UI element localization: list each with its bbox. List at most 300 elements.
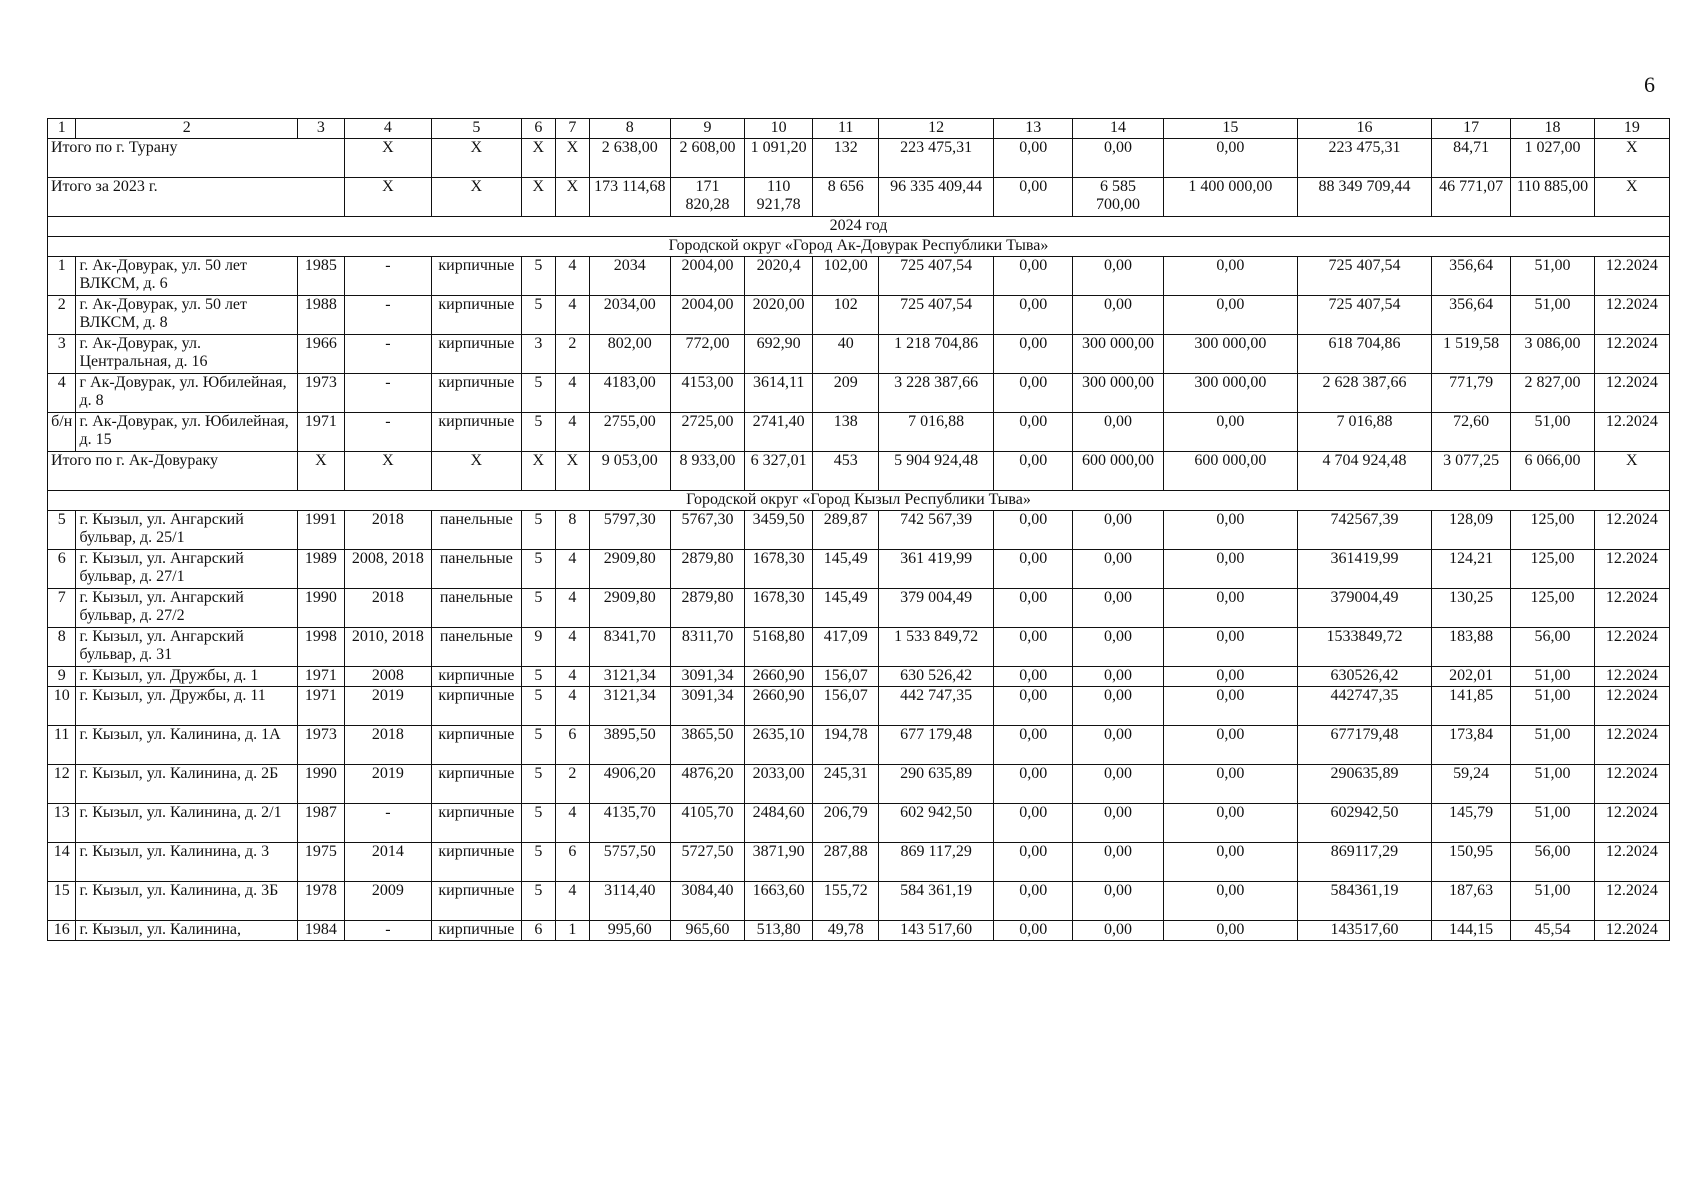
table-cell: 125,00 — [1511, 589, 1594, 628]
table-cell: 12.2024 — [1594, 726, 1669, 765]
table-cell: 4 — [556, 628, 590, 667]
table-cell: кирпичные — [432, 765, 521, 804]
table-cell: 725 407,54 — [879, 257, 994, 296]
table-cell: 0,00 — [1163, 687, 1297, 726]
address-cell: г. Кызыл, ул. Дружбы, д. 11 — [76, 687, 298, 726]
table-cell: 0,00 — [994, 257, 1073, 296]
total-cell: X — [344, 452, 431, 491]
table-cell: 290635,89 — [1297, 765, 1431, 804]
table-cell: 0,00 — [1163, 296, 1297, 335]
total-cell: 4 704 924,48 — [1297, 452, 1431, 491]
column-header: 16 — [1297, 119, 1431, 139]
table-cell: 0,00 — [1073, 843, 1163, 882]
table-row — [48, 628, 1670, 667]
address-cell: г. Кызыл, ул. Калинина, д. 2Б — [76, 765, 298, 804]
total-cell: X — [298, 452, 345, 491]
table-cell: 0,00 — [994, 843, 1073, 882]
total-label: Итого по г. Ак-Довураку — [48, 452, 298, 491]
table-cell: - — [344, 374, 431, 413]
total-cell: 9 053,00 — [589, 452, 670, 491]
address-cell: г. Кызыл, ул. Дружбы, д. 1 — [76, 667, 298, 687]
table-cell: 51,00 — [1511, 726, 1594, 765]
page-number: 6 — [1644, 72, 1655, 97]
table-cell: 12.2024 — [1594, 257, 1669, 296]
table-cell: 5168,80 — [745, 628, 813, 667]
table-cell: 4 — [556, 882, 590, 921]
table-cell: 3 — [48, 335, 76, 374]
table-cell: 725 407,54 — [1297, 296, 1431, 335]
table-cell: 3865,50 — [670, 726, 744, 765]
total-cell: X — [1594, 452, 1669, 491]
table-cell: 3895,50 — [589, 726, 670, 765]
table-cell: 156,07 — [813, 667, 879, 687]
total-row — [48, 139, 1670, 178]
table-cell: 3084,40 — [670, 882, 744, 921]
column-header: 15 — [1163, 119, 1297, 139]
address-cell: г. Ак-Довурак, ул. Юбилейная, д. 15 — [76, 413, 298, 452]
table-cell: 144,15 — [1432, 921, 1511, 941]
table-cell: 8341,70 — [589, 628, 670, 667]
table-cell: 2879,80 — [670, 589, 744, 628]
table-cell: 12 — [48, 765, 76, 804]
column-header: 6 — [521, 119, 556, 139]
table-cell: 0,00 — [1073, 726, 1163, 765]
table-cell: 12.2024 — [1594, 335, 1669, 374]
table-cell: 56,00 — [1511, 628, 1594, 667]
table-cell: кирпичные — [432, 374, 521, 413]
table-cell: 51,00 — [1511, 765, 1594, 804]
table-cell: 3091,34 — [670, 687, 744, 726]
table-cell: 5 — [521, 687, 556, 726]
table-cell: 0,00 — [1163, 843, 1297, 882]
table-cell: 725 407,54 — [1297, 257, 1431, 296]
table-cell: 6 — [556, 843, 590, 882]
table-cell: 51,00 — [1511, 667, 1594, 687]
total-cell: X — [521, 139, 556, 178]
table-cell: кирпичные — [432, 726, 521, 765]
section-title: Городской округ «Город Ак-Довурак Республики Тыва» — [48, 237, 1670, 257]
table-cell: 289,87 — [813, 511, 879, 550]
column-header: 11 — [813, 119, 879, 139]
table-row — [48, 843, 1670, 882]
total-cell: 6 327,01 — [745, 452, 813, 491]
table-cell: 56,00 — [1511, 843, 1594, 882]
table-cell: - — [344, 257, 431, 296]
table-cell: 4 — [556, 296, 590, 335]
table-cell: 2 — [556, 335, 590, 374]
table-cell: 12.2024 — [1594, 882, 1669, 921]
table-cell: 0,00 — [1163, 765, 1297, 804]
table-cell: 0,00 — [994, 765, 1073, 804]
table-cell: 8 — [556, 511, 590, 550]
table-cell: 0,00 — [994, 550, 1073, 589]
table-cell: кирпичные — [432, 296, 521, 335]
table-cell: 194,78 — [813, 726, 879, 765]
table-cell: 2909,80 — [589, 589, 670, 628]
table-row — [48, 374, 1670, 413]
table-cell: 5 — [521, 257, 556, 296]
total-cell: 0,00 — [994, 178, 1073, 217]
table-cell: 2 — [48, 296, 76, 335]
table-cell: 6 — [556, 726, 590, 765]
table-cell: 8 — [48, 628, 76, 667]
total-label: Итого за 2023 г. — [48, 178, 345, 217]
table-cell: 143 517,60 — [879, 921, 994, 941]
table-cell: 630526,42 — [1297, 667, 1431, 687]
total-cell: 1 400 000,00 — [1163, 178, 1297, 217]
table-cell: 4876,20 — [670, 765, 744, 804]
table-cell: 725 407,54 — [879, 296, 994, 335]
table-cell: 300 000,00 — [1163, 335, 1297, 374]
table-cell: 584361,19 — [1297, 882, 1431, 921]
section-row — [48, 217, 1670, 237]
table-cell: панельные — [432, 628, 521, 667]
table-cell: 379 004,49 — [879, 589, 994, 628]
address-cell: г Ак-Довурак, ул. Юбилейная, д. 8 — [76, 374, 298, 413]
table-cell: 128,09 — [1432, 511, 1511, 550]
table-cell: 0,00 — [1073, 257, 1163, 296]
table-cell: 0,00 — [1073, 628, 1163, 667]
table-cell: 102 — [813, 296, 879, 335]
total-cell: X — [556, 178, 590, 217]
table-cell: 155,72 — [813, 882, 879, 921]
table-cell: 0,00 — [994, 511, 1073, 550]
table-cell: 0,00 — [994, 374, 1073, 413]
table-cell: 0,00 — [1073, 765, 1163, 804]
table-cell: 14 — [48, 843, 76, 882]
table-cell: 1987 — [298, 804, 345, 843]
table-cell: 5 — [48, 511, 76, 550]
table-cell: кирпичные — [432, 687, 521, 726]
table-cell: 2635,10 — [745, 726, 813, 765]
table-cell: 40 — [813, 335, 879, 374]
table-cell: 300 000,00 — [1163, 374, 1297, 413]
total-cell: X — [344, 178, 431, 217]
table-cell: 4 — [556, 374, 590, 413]
total-cell: X — [556, 139, 590, 178]
table-cell: 1 533 849,72 — [879, 628, 994, 667]
table-cell: 4135,70 — [589, 804, 670, 843]
table-cell: 130,25 — [1432, 589, 1511, 628]
table-cell: 0,00 — [1073, 589, 1163, 628]
table-cell: 59,24 — [1432, 765, 1511, 804]
table-cell: 0,00 — [994, 667, 1073, 687]
table-row — [48, 882, 1670, 921]
address-cell: г. Кызыл, ул. Ангарский бульвар, д. 27/1 — [76, 550, 298, 589]
table-cell: 5 — [521, 511, 556, 550]
table-cell: 51,00 — [1511, 804, 1594, 843]
table-cell: 51,00 — [1511, 296, 1594, 335]
table-cell: 1 519,58 — [1432, 335, 1511, 374]
table-cell: 9 — [48, 667, 76, 687]
total-cell: 453 — [813, 452, 879, 491]
table-cell: 1989 — [298, 550, 345, 589]
table-cell: 10 — [48, 687, 76, 726]
table-cell: 1973 — [298, 374, 345, 413]
table-cell: - — [344, 921, 431, 941]
address-cell: г. Кызыл, ул. Ангарский бульвар, д. 31 — [76, 628, 298, 667]
total-cell: 2 638,00 — [589, 139, 670, 178]
column-header: 14 — [1073, 119, 1163, 139]
address-cell: г. Ак-Довурак, ул. 50 лет ВЛКСМ, д. 6 — [76, 257, 298, 296]
table-cell: 2484,60 — [745, 804, 813, 843]
table-cell: 4153,00 — [670, 374, 744, 413]
table-cell: 12.2024 — [1594, 374, 1669, 413]
table-cell: 0,00 — [994, 921, 1073, 941]
table-cell: 4906,20 — [589, 765, 670, 804]
table-cell: 4 — [556, 589, 590, 628]
table-cell: 125,00 — [1511, 550, 1594, 589]
table-cell: 2879,80 — [670, 550, 744, 589]
table-cell: 51,00 — [1511, 413, 1594, 452]
table-cell: 150,95 — [1432, 843, 1511, 882]
table-cell: 677179,48 — [1297, 726, 1431, 765]
table-cell: 3871,90 — [745, 843, 813, 882]
table-cell: 12.2024 — [1594, 550, 1669, 589]
table-cell: 4 — [556, 667, 590, 687]
table-cell: 16 — [48, 921, 76, 941]
table-row — [48, 550, 1670, 589]
table-cell: 5 — [521, 550, 556, 589]
table-cell: 3121,34 — [589, 667, 670, 687]
table-cell: 692,90 — [745, 335, 813, 374]
total-cell: X — [1594, 178, 1669, 217]
table-cell: 0,00 — [1163, 921, 1297, 941]
table-cell: 12.2024 — [1594, 413, 1669, 452]
table-cell: 2008, 2018 — [344, 550, 431, 589]
table-cell: 0,00 — [994, 335, 1073, 374]
address-cell: г. Кызыл, ул. Калинина, д. 3 — [76, 843, 298, 882]
table-cell: кирпичные — [432, 882, 521, 921]
table-cell: 290 635,89 — [879, 765, 994, 804]
column-header: 7 — [556, 119, 590, 139]
table-cell: 0,00 — [1163, 257, 1297, 296]
table-cell: 12.2024 — [1594, 628, 1669, 667]
table-cell: 5727,50 — [670, 843, 744, 882]
table-cell: 124,21 — [1432, 550, 1511, 589]
table-cell: 584 361,19 — [879, 882, 994, 921]
table-cell: 51,00 — [1511, 687, 1594, 726]
table-cell: 4 — [48, 374, 76, 413]
table-cell: 0,00 — [994, 589, 1073, 628]
address-cell: г. Ак-Довурак, ул. Центральная, д. 16 — [76, 335, 298, 374]
table-cell: 2660,90 — [745, 687, 813, 726]
column-header: 13 — [994, 119, 1073, 139]
table-cell: 13 — [48, 804, 76, 843]
table-cell: 995,60 — [589, 921, 670, 941]
table-cell: 5 — [521, 374, 556, 413]
table-cell: 2004,00 — [670, 257, 744, 296]
table-row — [48, 687, 1670, 726]
table-cell: 12.2024 — [1594, 765, 1669, 804]
table-cell: 9 — [521, 628, 556, 667]
table-cell: кирпичные — [432, 413, 521, 452]
address-cell: г. Кызыл, ул. Калинина, д. 2/1 — [76, 804, 298, 843]
table-cell: 442747,35 — [1297, 687, 1431, 726]
table-cell: 12.2024 — [1594, 843, 1669, 882]
table-cell: 0,00 — [994, 726, 1073, 765]
table-cell: 1985 — [298, 257, 345, 296]
address-cell: г. Кызыл, ул. Калинина, — [76, 921, 298, 941]
table-cell: 2009 — [344, 882, 431, 921]
table-cell: кирпичные — [432, 335, 521, 374]
table-row — [48, 296, 1670, 335]
total-cell: X — [344, 139, 431, 178]
total-cell: 1 027,00 — [1511, 139, 1594, 178]
table-cell: 1663,60 — [745, 882, 813, 921]
column-header: 12 — [879, 119, 994, 139]
table-cell: 12.2024 — [1594, 667, 1669, 687]
table-cell: 15 — [48, 882, 76, 921]
table-cell: 0,00 — [1163, 667, 1297, 687]
table-cell: 0,00 — [1163, 511, 1297, 550]
table-cell: панельные — [432, 589, 521, 628]
table-cell: 772,00 — [670, 335, 744, 374]
table-cell: - — [344, 335, 431, 374]
housing-repair-table — [47, 118, 1670, 941]
column-header: 9 — [670, 119, 744, 139]
table-cell: 0,00 — [1073, 667, 1163, 687]
table-cell: 187,63 — [1432, 882, 1511, 921]
table-cell: 4 — [556, 257, 590, 296]
table-cell: 677 179,48 — [879, 726, 994, 765]
table-cell: 2 — [556, 765, 590, 804]
section-row — [48, 491, 1670, 511]
total-cell: X — [432, 452, 521, 491]
table-cell: 2004,00 — [670, 296, 744, 335]
table-cell: 0,00 — [1073, 413, 1163, 452]
table-cell: кирпичные — [432, 921, 521, 941]
column-header: 4 — [344, 119, 431, 139]
table-cell: кирпичные — [432, 667, 521, 687]
total-cell: 110 885,00 — [1511, 178, 1594, 217]
table-cell: 361419,99 — [1297, 550, 1431, 589]
table-cell: 2018 — [344, 589, 431, 628]
total-cell: 223 475,31 — [879, 139, 994, 178]
table-cell: 2008 — [344, 667, 431, 687]
table-cell: 5 — [521, 765, 556, 804]
table-cell: 6 — [521, 921, 556, 941]
table-cell: 5767,30 — [670, 511, 744, 550]
column-header: 19 — [1594, 119, 1669, 139]
table-cell: 5 — [521, 804, 556, 843]
table-cell: 0,00 — [994, 628, 1073, 667]
total-row — [48, 452, 1670, 491]
table-cell: 0,00 — [994, 296, 1073, 335]
column-header: 2 — [76, 119, 298, 139]
table-cell: 245,31 — [813, 765, 879, 804]
table-cell: 12.2024 — [1594, 296, 1669, 335]
table-row — [48, 335, 1670, 374]
table-cell: 0,00 — [1163, 550, 1297, 589]
table-cell: 417,09 — [813, 628, 879, 667]
table-row — [48, 667, 1670, 687]
section-title: Городской округ «Город Кызыл Республики Тыва» — [48, 491, 1670, 511]
table-cell: 145,49 — [813, 550, 879, 589]
total-cell: X — [556, 452, 590, 491]
total-cell: 2 608,00 — [670, 139, 744, 178]
table-cell: 742567,39 — [1297, 511, 1431, 550]
table-cell: 7 016,88 — [1297, 413, 1431, 452]
table-cell: 0,00 — [1163, 882, 1297, 921]
table-cell: 138 — [813, 413, 879, 452]
table-cell: 2755,00 — [589, 413, 670, 452]
table-cell: 51,00 — [1511, 882, 1594, 921]
table-cell: 12.2024 — [1594, 589, 1669, 628]
table-cell: 2020,4 — [745, 257, 813, 296]
total-label: Итого по г. Турану — [48, 139, 345, 178]
table-cell: 1978 — [298, 882, 345, 921]
table-cell: кирпичные — [432, 804, 521, 843]
table-cell: 1991 — [298, 511, 345, 550]
table-cell: 1678,30 — [745, 550, 813, 589]
total-cell: X — [1594, 139, 1669, 178]
table-cell: 1984 — [298, 921, 345, 941]
table-cell: 3 — [521, 335, 556, 374]
address-cell: г. Ак-Довурак, ул. 50 лет ВЛКСМ, д. 8 — [76, 296, 298, 335]
table-cell: 2019 — [344, 687, 431, 726]
table-cell: 1973 — [298, 726, 345, 765]
table-cell: 5 — [521, 296, 556, 335]
total-cell: 6 066,00 — [1511, 452, 1594, 491]
table-cell: 202,01 — [1432, 667, 1511, 687]
column-header: 18 — [1511, 119, 1594, 139]
address-cell: г. Кызыл, ул. Калинина, д. 3Б — [76, 882, 298, 921]
total-cell: X — [432, 139, 521, 178]
table-row — [48, 257, 1670, 296]
total-cell: X — [432, 178, 521, 217]
table-cell: 1990 — [298, 765, 345, 804]
table-cell: 1971 — [298, 667, 345, 687]
table-cell: 3121,34 — [589, 687, 670, 726]
table-cell: 209 — [813, 374, 879, 413]
table-cell: 361 419,99 — [879, 550, 994, 589]
table-cell: 12.2024 — [1594, 804, 1669, 843]
table-cell: 141,85 — [1432, 687, 1511, 726]
address-cell: г. Кызыл, ул. Ангарский бульвар, д. 25/1 — [76, 511, 298, 550]
table-cell: 3 086,00 — [1511, 335, 1594, 374]
total-cell: 96 335 409,44 — [879, 178, 994, 217]
table-cell: 49,78 — [813, 921, 879, 941]
table-cell: 145,49 — [813, 589, 879, 628]
header-row — [48, 119, 1670, 139]
table-cell: б/н — [48, 413, 76, 452]
table-cell: 356,64 — [1432, 257, 1511, 296]
table-cell: 869117,29 — [1297, 843, 1431, 882]
table-cell: 442 747,35 — [879, 687, 994, 726]
table-cell: 618 704,86 — [1297, 335, 1431, 374]
total-cell: 5 904 924,48 — [879, 452, 994, 491]
table-cell: 965,60 — [670, 921, 744, 941]
table-cell: 6 — [48, 550, 76, 589]
table-cell: 72,60 — [1432, 413, 1511, 452]
table-cell: 0,00 — [1163, 628, 1297, 667]
table-cell: 513,80 — [745, 921, 813, 941]
table-cell: 300 000,00 — [1073, 335, 1163, 374]
table-cell: панельные — [432, 511, 521, 550]
address-cell: г. Кызыл, ул. Ангарский бульвар, д. 27/2 — [76, 589, 298, 628]
table-cell: 2010, 2018 — [344, 628, 431, 667]
table-row — [48, 804, 1670, 843]
table-cell: 2018 — [344, 511, 431, 550]
table-cell: 2034 — [589, 257, 670, 296]
table-cell: 0,00 — [1073, 511, 1163, 550]
total-cell: 132 — [813, 139, 879, 178]
total-cell: 600 000,00 — [1073, 452, 1163, 491]
table-cell: 0,00 — [1073, 882, 1163, 921]
table-cell: 0,00 — [1073, 921, 1163, 941]
table-cell: 3614,11 — [745, 374, 813, 413]
